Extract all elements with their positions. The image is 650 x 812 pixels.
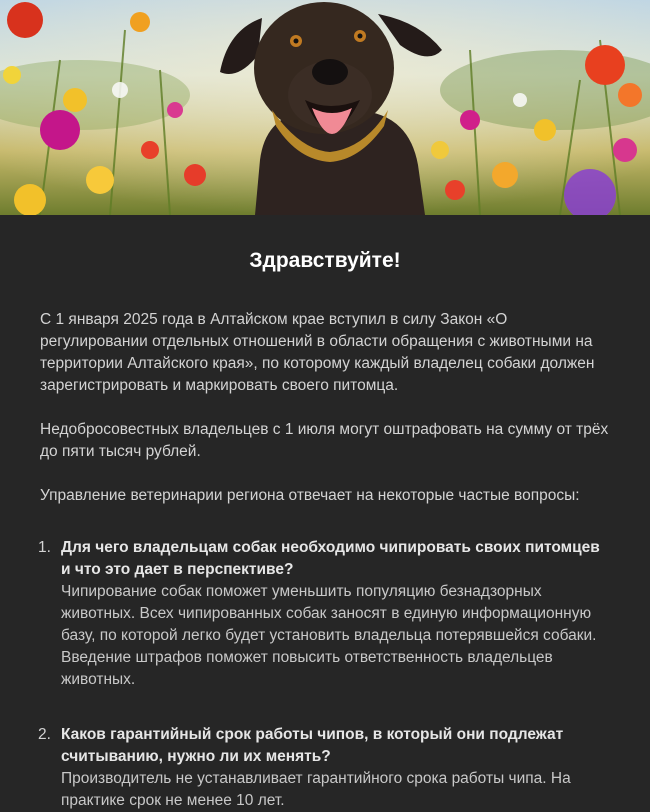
fine-paragraph: Недобросовестных владельцев с 1 июля могут оштрафовать на сумму от трёх до пяти тысяч рублей.	[40, 421, 609, 460]
faq-answer: Производитель не устанавливает гарантийного срока работы чипа. На практике срок не менее 10 лет.	[61, 770, 571, 809]
intro-paragraph: С 1 января 2025 года в Алтайском крае вступил в силу Закон «О регулировании отдельных отношений в области обращения с животными на территории Алтайского края», по которому каждый владелец собаки должен зарегистрировать и маркировать своего питомца.	[40, 311, 595, 394]
faq-number: 2.	[38, 726, 51, 743]
faq-number: 1.	[38, 539, 51, 556]
letter-content	[0, 215, 650, 812]
dog-in-flower-field-illustration	[0, 0, 650, 215]
faq-list	[40, 537, 610, 812]
faq-item	[40, 724, 610, 812]
faq-item	[40, 537, 610, 691]
hero-image	[0, 0, 650, 215]
faq-answer: Чипирование собак поможет уменьшить популяцию безнадзорных животных. Всех чипированных собак заносят в единую информационную базу, по которой легко будет установить владельца потерявшейся собаки. Введение штрафов поможет повысить ответственность владельцев животных.	[61, 583, 597, 688]
greeting-heading: Здравствуйте!	[249, 249, 401, 272]
faq-intro-paragraph: Управление ветеринарии региона отвечает на некоторые частые вопросы:	[40, 487, 580, 504]
faq-question: Каков гарантийный срок работы чипов, в который они подлежат считыванию, нужно ли их менять?	[61, 726, 564, 765]
faq-question: Для чего владельцам собак необходимо чипировать своих питомцев и что это дает в перспективе?	[61, 539, 600, 578]
